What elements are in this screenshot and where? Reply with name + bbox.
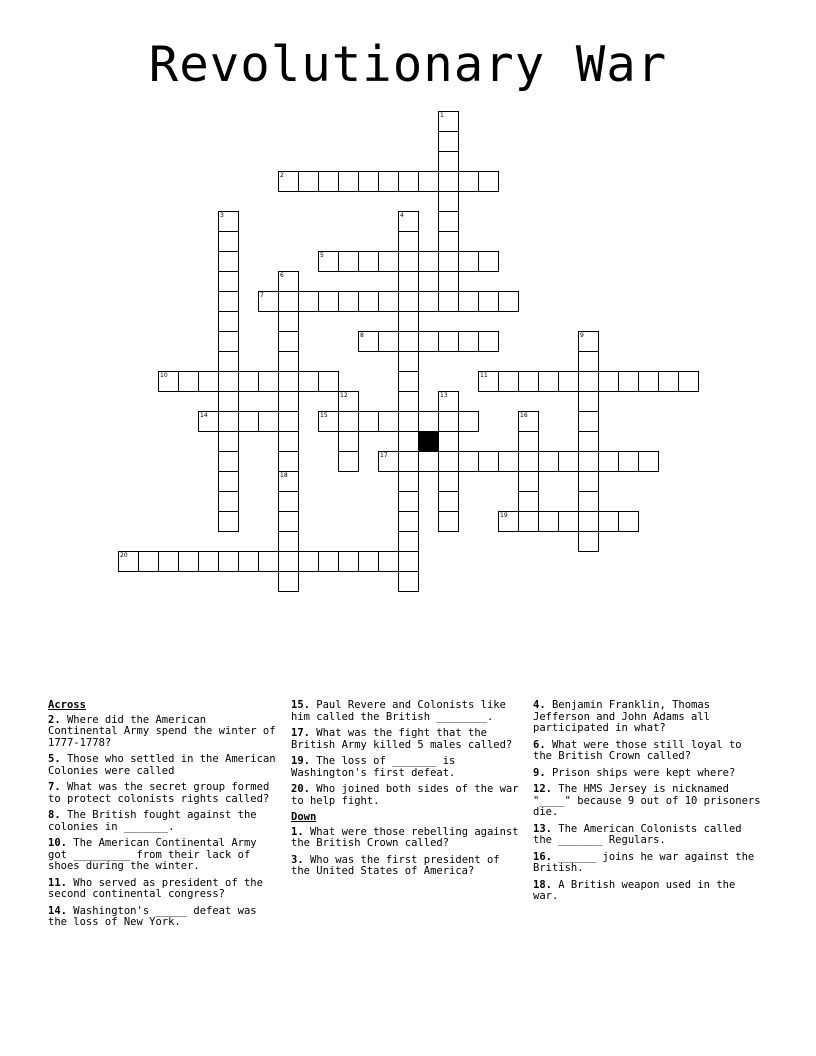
clue-number: 10. bbox=[48, 837, 67, 849]
grid-cell[interactable] bbox=[238, 551, 259, 572]
grid-cell[interactable] bbox=[398, 551, 419, 572]
grid-cell[interactable] bbox=[438, 471, 459, 492]
clue-text: Who joined both sides of the war to help fight. bbox=[291, 783, 519, 807]
puzzle-title: Revolutionary War bbox=[148, 36, 668, 93]
clue-number: 7 bbox=[260, 292, 264, 299]
grid-cell[interactable] bbox=[578, 451, 599, 472]
clue-number: 20 bbox=[120, 552, 128, 559]
grid-cell[interactable] bbox=[218, 551, 239, 572]
clue bbox=[291, 728, 523, 751]
clue bbox=[533, 880, 765, 903]
grid-cell[interactable] bbox=[418, 451, 439, 472]
grid-cell[interactable] bbox=[538, 451, 559, 472]
grid-cell[interactable] bbox=[478, 331, 499, 352]
grid-cell[interactable] bbox=[398, 351, 419, 372]
grid-cell[interactable] bbox=[498, 291, 519, 312]
grid-cell[interactable] bbox=[458, 331, 479, 352]
clue-text: Washington's _____ defeat was the loss of New York. bbox=[48, 904, 257, 928]
grid-cell[interactable] bbox=[398, 291, 419, 312]
grid-cell[interactable] bbox=[438, 331, 459, 352]
grid-cell[interactable] bbox=[458, 291, 479, 312]
grid-cell[interactable] bbox=[398, 391, 419, 412]
clue bbox=[48, 878, 280, 901]
clue-text: Those who settled in the American Colonies were called bbox=[48, 753, 276, 777]
clue-number: 8 bbox=[360, 332, 364, 339]
clue-number: 14 bbox=[200, 412, 208, 419]
clue bbox=[291, 827, 523, 850]
clue-number: 4 bbox=[400, 212, 404, 219]
grid-cell[interactable] bbox=[518, 431, 539, 452]
grid-cell[interactable] bbox=[438, 191, 459, 212]
grid-cell[interactable] bbox=[578, 491, 599, 512]
grid-cell[interactable] bbox=[478, 251, 499, 272]
grid-cell[interactable] bbox=[558, 511, 579, 532]
grid-cell[interactable] bbox=[578, 351, 599, 372]
clue bbox=[533, 768, 765, 780]
grid-cell[interactable] bbox=[358, 171, 379, 192]
clue-number: 6 bbox=[280, 272, 284, 279]
grid-cell[interactable] bbox=[338, 411, 359, 432]
grid-cell[interactable] bbox=[518, 371, 539, 392]
clue-number: 16 bbox=[520, 412, 528, 419]
grid-cell[interactable] bbox=[278, 391, 299, 412]
grid-cell[interactable] bbox=[518, 511, 539, 532]
clue bbox=[48, 810, 280, 833]
clue bbox=[291, 756, 523, 779]
clue-number: 6. bbox=[533, 738, 546, 751]
clue-number: 15 bbox=[320, 412, 328, 419]
grid-cell[interactable] bbox=[618, 511, 639, 532]
clue-number: 18. bbox=[533, 878, 552, 891]
grid-cell[interactable] bbox=[178, 371, 199, 392]
clue-number: 15. bbox=[291, 699, 310, 711]
grid-cell[interactable] bbox=[438, 451, 459, 472]
grid-cell[interactable] bbox=[218, 491, 239, 512]
grid-cell[interactable] bbox=[438, 431, 459, 452]
grid-cell[interactable] bbox=[278, 571, 299, 592]
grid-cell[interactable] bbox=[278, 531, 299, 552]
grid-cell[interactable] bbox=[298, 371, 319, 392]
grid-cell[interactable] bbox=[338, 551, 359, 572]
grid-cell[interactable] bbox=[258, 551, 279, 572]
grid-cell[interactable] bbox=[438, 491, 459, 512]
grid-cell[interactable] bbox=[338, 251, 359, 272]
grid-cell[interactable] bbox=[218, 451, 239, 472]
clue-number: 12. bbox=[533, 783, 552, 795]
grid-cell[interactable] bbox=[278, 411, 299, 432]
clue bbox=[533, 740, 765, 763]
clue-text: The HMS Jersey is nicknamed "____" because 9 out of 10 prisoners die. bbox=[533, 783, 761, 818]
grid-cell[interactable] bbox=[578, 391, 599, 412]
grid-cell[interactable] bbox=[218, 391, 239, 412]
grid-cell[interactable] bbox=[398, 231, 419, 252]
grid-cell[interactable] bbox=[578, 471, 599, 492]
clue-number: 8. bbox=[48, 809, 61, 821]
grid-cell[interactable] bbox=[218, 291, 239, 312]
grid-cell[interactable] bbox=[418, 171, 439, 192]
grid-cell[interactable] bbox=[338, 291, 359, 312]
clue bbox=[533, 852, 765, 875]
grid-cell[interactable] bbox=[438, 251, 459, 272]
grid-cell[interactable] bbox=[278, 451, 299, 472]
clue-number: 5 bbox=[320, 252, 324, 259]
grid-cell[interactable] bbox=[358, 411, 379, 432]
grid-cell[interactable] bbox=[438, 411, 459, 432]
clue-text: The loss of _______ is Washington's first defeat. bbox=[291, 755, 456, 779]
grid-cell[interactable] bbox=[218, 511, 239, 532]
grid-cell[interactable] bbox=[398, 411, 419, 432]
grid-cell[interactable] bbox=[418, 411, 439, 432]
grid-cell[interactable] bbox=[138, 551, 159, 572]
grid-cell[interactable] bbox=[198, 371, 219, 392]
grid-cell[interactable] bbox=[398, 471, 419, 492]
grid-cell[interactable] bbox=[578, 531, 599, 552]
clue bbox=[533, 824, 765, 847]
grid-cell[interactable] bbox=[238, 411, 259, 432]
grid-cell[interactable] bbox=[218, 371, 239, 392]
grid-cell[interactable] bbox=[598, 451, 619, 472]
black-cell bbox=[418, 431, 439, 452]
clue-text: Where did the American Continental Army spend the winter of 1777-1778? bbox=[48, 713, 276, 749]
clue-number: 3. bbox=[291, 853, 304, 866]
grid-cell[interactable] bbox=[338, 171, 359, 192]
clue bbox=[48, 906, 280, 929]
grid-cell[interactable] bbox=[498, 371, 519, 392]
grid-cell[interactable] bbox=[438, 131, 459, 152]
grid-cell[interactable] bbox=[278, 491, 299, 512]
grid-cell[interactable] bbox=[218, 471, 239, 492]
grid-cell[interactable] bbox=[398, 531, 419, 552]
grid-cell[interactable] bbox=[278, 311, 299, 332]
grid-cell[interactable] bbox=[298, 291, 319, 312]
grid-cell[interactable] bbox=[398, 171, 419, 192]
grid-cell[interactable] bbox=[218, 271, 239, 292]
grid-cell[interactable] bbox=[438, 151, 459, 172]
grid-cell[interactable] bbox=[398, 251, 419, 272]
grid-cell[interactable] bbox=[518, 471, 539, 492]
grid-cell[interactable] bbox=[478, 451, 499, 472]
clues-column-1 bbox=[48, 700, 280, 934]
grid-cell[interactable] bbox=[278, 511, 299, 532]
clue-text: Who was the first president of the United States of America? bbox=[291, 853, 500, 877]
grid-cell[interactable] bbox=[378, 411, 399, 432]
clue-number: 1 bbox=[440, 112, 444, 119]
clue-number: 16. bbox=[533, 850, 552, 863]
clue-number: 13 bbox=[440, 392, 448, 399]
grid-cell[interactable] bbox=[218, 231, 239, 252]
grid-cell[interactable] bbox=[518, 451, 539, 472]
grid-cell[interactable] bbox=[418, 251, 439, 272]
grid-cell[interactable] bbox=[358, 251, 379, 272]
clue-text: A British weapon used in the war. bbox=[533, 878, 736, 902]
grid-cell[interactable] bbox=[578, 411, 599, 432]
grid-cell[interactable] bbox=[418, 291, 439, 312]
grid-cell[interactable] bbox=[318, 551, 339, 572]
grid-cell[interactable] bbox=[458, 411, 479, 432]
grid-cell[interactable] bbox=[598, 371, 619, 392]
grid-cell[interactable] bbox=[398, 271, 419, 292]
grid-cell[interactable] bbox=[558, 371, 579, 392]
grid-cell[interactable] bbox=[378, 251, 399, 272]
clue-text: ______ joins he war against the British. bbox=[533, 850, 755, 874]
clue-text: What was the secret group formed to protect colonists rights called? bbox=[48, 781, 270, 805]
grid-cell[interactable] bbox=[398, 451, 419, 472]
grid-cell[interactable] bbox=[478, 291, 499, 312]
grid-cell[interactable] bbox=[638, 371, 659, 392]
grid-cell[interactable] bbox=[418, 331, 439, 352]
grid-cell[interactable] bbox=[398, 511, 419, 532]
grid-cell[interactable] bbox=[438, 231, 459, 252]
clue-text: What were those still loyal to the British Crown called? bbox=[533, 738, 742, 762]
grid-cell[interactable] bbox=[238, 371, 259, 392]
grid-cell[interactable] bbox=[218, 311, 239, 332]
grid-cell[interactable] bbox=[158, 551, 179, 572]
grid-cell[interactable] bbox=[438, 511, 459, 532]
clue-number: 3 bbox=[220, 212, 224, 219]
grid-cell[interactable] bbox=[438, 291, 459, 312]
clue-text: What were those rebelling against the British Crown called? bbox=[291, 825, 519, 849]
grid-cell[interactable] bbox=[478, 171, 499, 192]
grid-cell[interactable] bbox=[278, 291, 299, 312]
clue-number: 2. bbox=[48, 713, 61, 726]
clue bbox=[48, 754, 280, 777]
grid-cell[interactable] bbox=[458, 251, 479, 272]
grid-cell[interactable] bbox=[398, 571, 419, 592]
grid-cell[interactable] bbox=[318, 291, 339, 312]
clue-number: 17. bbox=[291, 727, 310, 739]
clue bbox=[533, 784, 765, 819]
grid-cell[interactable] bbox=[618, 451, 639, 472]
clue-number: 17 bbox=[380, 452, 388, 459]
grid-cell[interactable] bbox=[258, 371, 279, 392]
clue-number: 9. bbox=[533, 766, 546, 779]
clue-number: 20. bbox=[291, 783, 310, 795]
grid-cell[interactable] bbox=[278, 351, 299, 372]
clue bbox=[291, 784, 523, 807]
clue bbox=[533, 700, 765, 735]
grid-cell[interactable] bbox=[398, 491, 419, 512]
clue-number: 19. bbox=[291, 755, 310, 767]
clue-number: 18 bbox=[280, 472, 288, 479]
grid-cell[interactable] bbox=[458, 171, 479, 192]
clue-text: The British fought against the colonies in _______. bbox=[48, 809, 257, 833]
grid-cell[interactable] bbox=[398, 431, 419, 452]
clue-number: 19 bbox=[500, 512, 508, 519]
grid-cell[interactable] bbox=[378, 551, 399, 572]
clue-number: 12 bbox=[340, 392, 348, 399]
clue bbox=[48, 838, 280, 873]
grid-cell[interactable] bbox=[438, 171, 459, 192]
grid-cell[interactable] bbox=[218, 351, 239, 372]
clue-text: The American Continental Army got _________ from their lack of shoes during the winter. bbox=[48, 837, 257, 872]
grid-cell[interactable] bbox=[298, 551, 319, 572]
grid-cell[interactable] bbox=[438, 211, 459, 232]
clue-text: The American Colonists called the _______ Regulars. bbox=[533, 822, 742, 846]
grid-cell[interactable] bbox=[598, 511, 619, 532]
clue bbox=[291, 855, 523, 878]
grid-cell[interactable] bbox=[378, 331, 399, 352]
grid-cell[interactable] bbox=[518, 491, 539, 512]
clue-text: Who served as president of the second continental congress? bbox=[48, 876, 263, 900]
grid-cell[interactable] bbox=[658, 371, 679, 392]
clue-number: 7. bbox=[48, 781, 61, 793]
grid-cell[interactable] bbox=[498, 451, 519, 472]
clue-text: Paul Revere and Colonists like him called the British ________. bbox=[291, 699, 506, 723]
clue-number: 5. bbox=[48, 753, 61, 765]
down-header: Down bbox=[291, 811, 317, 823]
grid-cell[interactable] bbox=[678, 371, 699, 392]
clue-number: 14. bbox=[48, 904, 67, 917]
grid-cell[interactable] bbox=[278, 431, 299, 452]
grid-cell[interactable] bbox=[338, 451, 359, 472]
clue bbox=[48, 715, 280, 750]
grid-cell[interactable] bbox=[398, 371, 419, 392]
clue-number: 9 bbox=[580, 332, 584, 339]
grid-cell[interactable] bbox=[258, 411, 279, 432]
grid-cell[interactable] bbox=[458, 451, 479, 472]
grid-cell[interactable] bbox=[618, 371, 639, 392]
clue-text: Benjamin Franklin, Thomas Jefferson and John Adams all participated in what? bbox=[533, 699, 711, 734]
clue-number: 2 bbox=[280, 172, 284, 179]
grid-cell[interactable] bbox=[298, 171, 319, 192]
grid-cell[interactable] bbox=[198, 551, 219, 572]
grid-cell[interactable] bbox=[558, 451, 579, 472]
grid-cell[interactable] bbox=[338, 431, 359, 452]
clue-text: Prison ships were kept where? bbox=[545, 766, 736, 779]
clue-number: 11 bbox=[480, 372, 488, 379]
grid-cell[interactable] bbox=[218, 431, 239, 452]
grid-cell[interactable] bbox=[378, 291, 399, 312]
grid-cell[interactable] bbox=[578, 431, 599, 452]
grid-cell[interactable] bbox=[538, 511, 559, 532]
clue-number: 10 bbox=[160, 372, 168, 379]
grid-cell[interactable] bbox=[438, 271, 459, 292]
grid-cell[interactable] bbox=[578, 511, 599, 532]
clues-column-3 bbox=[533, 700, 765, 908]
clues-column-2 bbox=[291, 700, 523, 883]
clue-number: 13. bbox=[533, 822, 552, 835]
grid-cell[interactable] bbox=[578, 371, 599, 392]
grid-cell[interactable] bbox=[278, 551, 299, 572]
grid-cell[interactable] bbox=[218, 411, 239, 432]
grid-cell[interactable] bbox=[358, 291, 379, 312]
clue-text: What was the fight that the British Army killed 5 males called? bbox=[291, 727, 513, 751]
grid-cell[interactable] bbox=[218, 251, 239, 272]
grid-cell[interactable] bbox=[398, 331, 419, 352]
clue bbox=[48, 782, 280, 805]
grid-cell[interactable] bbox=[278, 371, 299, 392]
clue bbox=[291, 700, 523, 723]
grid-cell[interactable] bbox=[358, 551, 379, 572]
grid-cell[interactable] bbox=[318, 371, 339, 392]
across-header: Across bbox=[48, 699, 86, 711]
clue-number: 11. bbox=[48, 876, 67, 889]
grid-cell[interactable] bbox=[638, 451, 659, 472]
grid-cell[interactable] bbox=[318, 171, 339, 192]
clue-number: 4. bbox=[533, 699, 546, 711]
grid-cell[interactable] bbox=[178, 551, 199, 572]
grid-cell[interactable] bbox=[398, 311, 419, 332]
grid-cell[interactable] bbox=[218, 331, 239, 352]
grid-cell[interactable] bbox=[378, 171, 399, 192]
clue-number: 1. bbox=[291, 825, 304, 838]
grid-cell[interactable] bbox=[538, 371, 559, 392]
grid-cell[interactable] bbox=[278, 331, 299, 352]
